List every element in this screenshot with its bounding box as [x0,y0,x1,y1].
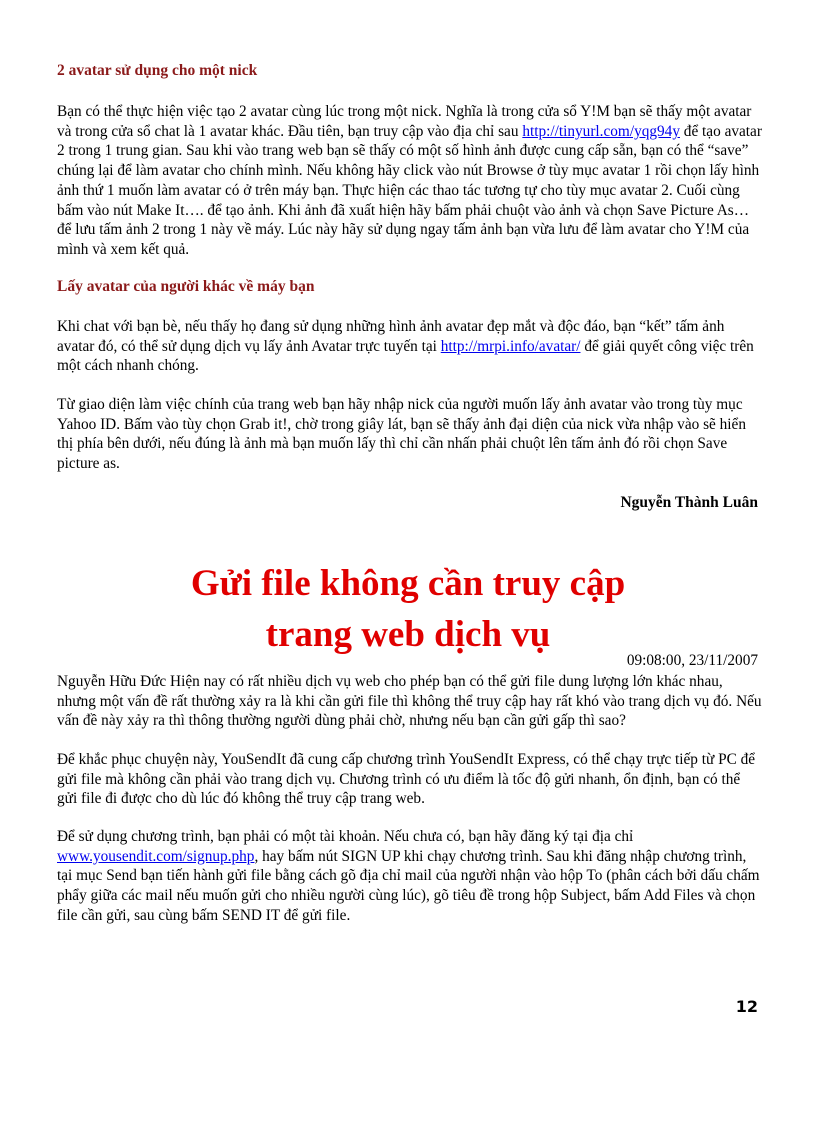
paragraph-get-avatar-2: Từ giao diện làm việc chính của trang web bạn hãy nhập nick của người muốn lấy ảnh avatar vào trong tùy mục Yahoo ID. Bấm vào tùy chọn Grab it!, chờ trong giây lát, bạn sẽ thấy ảnh đại diện của nick vừa nhập vào sẽ hiển thị phía bên dưới, nếu đúng là ảnh mà bạn muốn lấy thì chỉ cần nhấn phải chuột lên tấm ảnh đó rồi chọn Save picture as. [57,396,746,473]
section-heading-get-avatar: Lấy avatar của người khác về máy bạn [57,278,315,295]
article-paragraph-1: Nguyễn Hữu Đức Hiện nay có rất nhiều dịch vụ web cho phép bạn có thể gửi file dung lượng lớn khác nhau, nhưng một vấn đề rất thường xảy ra là khi cần gửi file thì không thể truy cập hay rất khó vào trang dịch vụ đó. Nếu vấn đề này xảy ra thì thông thường người dùng phải chờ, nhưng nếu bạn cần gửi gấp thì sao? [57,673,762,730]
article-paragraph-3: Để sử dụng chương trình, bạn phải có một tài khoản. Nếu chưa có, bạn hãy đăng ký tại địa chỉ www.yousendit.com/signup.php, hay bấm nút SIGN UP khi chạy chương trình. Sau khi đăng nhập chương trình, tại mục Send bạn tiến hành gửi file bằng cách gõ địa chỉ mail của người nhận vào hộp To (phân cách bởi dấu chấm phẩy giữa các mail nếu muốn gửi cho nhiều người cùng lúc), gõ tiêu đề trong hộp Subject, bấm Add Files và chọn file cần gửi, sau cùng bấm SEND IT để gửi file. [57,828,760,924]
yousendit-signup-link[interactable]: www.yousendit.com/signup.php [57,847,255,865]
tinyurl-link[interactable]: http://tinyurl.com/yqg94y [522,122,680,140]
mrpi-avatar-link[interactable]: http://mrpi.info/avatar/ [440,337,581,355]
article-paragraph-2: Để khắc phục chuyện này, YouSendIt đã cung cấp chương trình YouSendIt Express, có thể chạy trực tiếp từ PC để gửi file mà không cần phải vào trang dịch vụ. Chương trình có ưu điểm là tốc độ gửi nhanh, ổn định, bạn có thể gửi file đi được cho dù lúc đó không thể truy cập trang web. [57,751,756,808]
paragraph-get-avatar-1: Khi chat với bạn bè, nếu thấy họ đang sử dụng những hình ảnh avatar đẹp mắt và độc đáo, bạn “kết” tấm ảnh avatar đó, có thể sử dụng dịch vụ lấy ảnh Avatar trực tuyến tại http://mrpi.info/avatar/ để giải quyết công việc trên một cách nhanh chóng. [57,318,754,375]
section-heading-two-avatars: 2 avatar sử dụng cho một nick [57,62,258,79]
author-name: Nguyễn Thành Luân [620,494,758,511]
article-timestamp: 09:08:00, 23/11/2007 [626,652,758,669]
article-title: Gửi file không cần truy cập trang web dịch vụ [190,563,626,655]
paragraph-two-avatars: Bạn có thể thực hiện việc tạo 2 avatar cùng lúc trong một nick. Nghĩa là trong cửa sổ Y!M bạn sẽ thấy một avatar và trong cửa sổ chat là 1 avatar khác. Đầu tiên, bạn truy cập vào địa chỉ sau http://tinyurl.com/yqg94y để tạo avatar 2 trong 1 trung gian. Sau khi vào trang web bạn sẽ thấy có một số hình ảnh được cung cấp sẵn, bạn có thể “save” chúng lại để làm avatar cho chính mình. Nếu không hãy click vào nút Browse ở tùy mục avatar 1 rồi chọn lấy hình ảnh thứ 1 muốn làm avatar có ở trên máy bạn. Thực hiện các thao tác tương tự cho tùy mục avatar 2. Cuối cùng bấm vào nút Make It…. để tạo ảnh. Khi ảnh đã xuất hiện hãy bấm phải chuột vào ảnh và chọn Save Picture As… để lưu tấm ảnh 2 trong 1 này về máy. Lúc này hãy sử dụng ngay tấm ảnh bạn vừa lưu để làm avatar cho Y!M của mình và xem kết quả. [57,103,762,258]
page-number: 12 [735,997,758,1016]
